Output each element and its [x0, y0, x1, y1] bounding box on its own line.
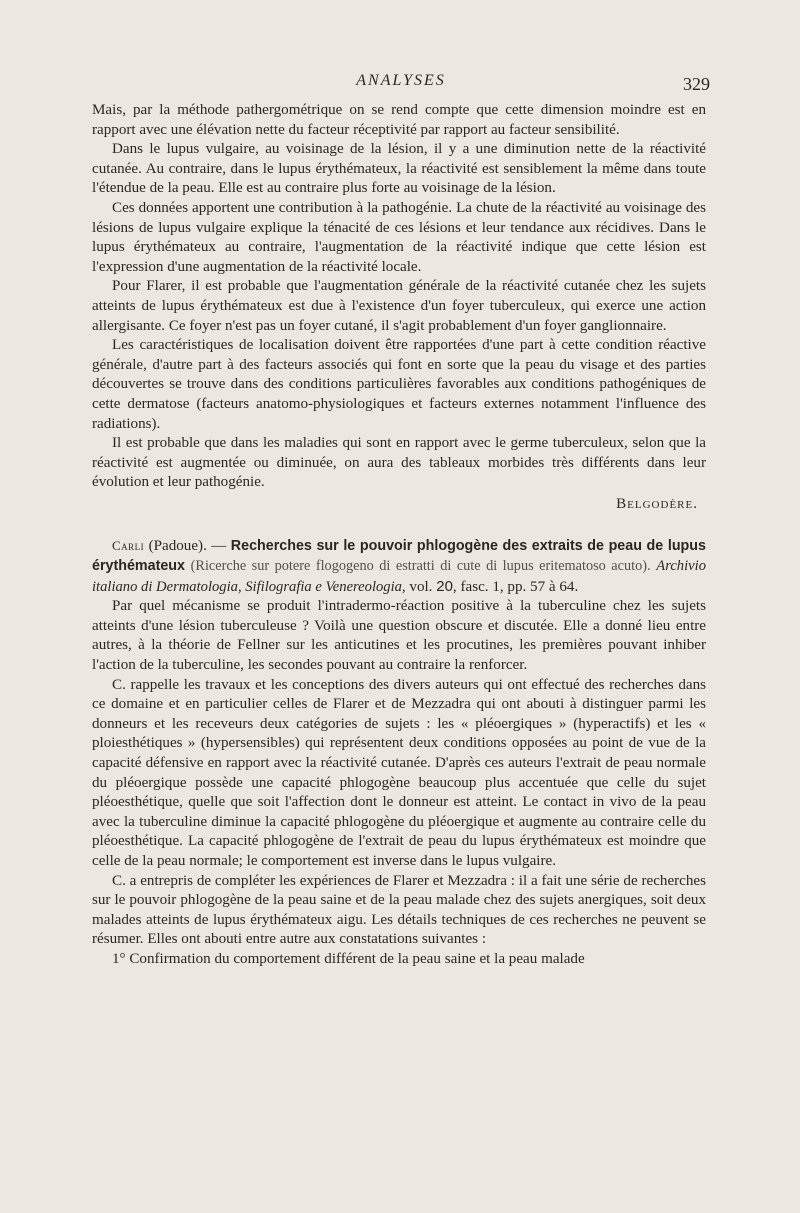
paragraph: 1° Confirmation du comportement différent de la peau saine et la peau malade [112, 950, 585, 967]
reviewer-signature: Belgodère. [616, 495, 698, 512]
paragraph: C. a entrepris de compléter les expériences de Flarer et Mezzadra : il a fait une série de recherches sur le pouvoir phlogogène de la peau saine et de la peau malade chez des sujets anergiques, soit deux malades atteints de lupus érythémateux aigu. Les détails techniques de ces recherches ne peuvent se résumer. Elles ont abouti entre autre aux constatations suivantes : [92, 872, 706, 948]
paragraph: Par quel mécanisme se produit l'intradermo-réaction positive à la tuberculine chez les sujets atteints d'une lésion tuberculeuse ? Voilà une question obscure et discutée. Elle a donné lieu entre autres, à la théorie de Fellner sur les anticutines et les procutines, les premières pouvant inhiber l'action de la tuberculine, les secondes pouvant au contraire la renforcer. [92, 598, 706, 674]
paragraph: C. rappelle les travaux et les conceptions des divers auteurs qui ont effectué des recherches dans ce domaine et en particulier celles de Flarer et de Mezzadra qui ont abouti à distinguer parmi les donneurs et les receveurs deux catégories de sujets : les « pléoergiques » (hyperactifs) et les « ploiesthétiques » (hypersensibles) qui représentent deux conditions opposées au point de vue de la capacité défensive en rapport avec la réactivité cutanée. D'après ces auteurs l'extrait de peau normale du pléoergique possède une capacité phlogogène beaucoup plus accentuée que celle du sujet pléoesthétique, quelle que soit l'affection dont le donneur est atteint. Le contact in vivo de la peau avec la tuberculine diminue la capacité phlogogène du pléoergique et augmente au contraire celle du pléoesthétique. La capacité phlogogène de l'extrait de peau du lupus érythémateux est moindre que celle de la peau normale; le comportement est inverse dans le lupus vulgaire. [92, 676, 706, 869]
bibliographic-reference [92, 536, 706, 597]
reference-journal: Archivio italiano di Dermatologia, Sifilografia e Venereologia, [92, 558, 706, 595]
paragraph: Ces données apportent une contribution à la pathogénie. La chute de la réactivité au voisinage des lésions de lupus vulgaire explique la ténacité de ces lésions et leur tendance aux récidives. Dans le lupus érythémateux au contraire, l'augmentation de la réactivité indique que cette lésion est l'expression d'une augmentation de la réactivité locale. [92, 199, 706, 275]
reference-location: (Padoue). — [148, 538, 227, 555]
page-header [92, 68, 710, 98]
paragraph: Pour Flarer, il est probable que l'augmentation générale de la réactivité cutanée chez les sujets atteints de lupus érythémateux est due à l'existence d'un foyer tuberculeux, qui exerce une action allergisante. Ce foyer n'est pas un foyer cutané, il s'agit probablement d'un foyer ganglionnaire. [92, 278, 706, 334]
reference-original-title: (Ricerche sur potere flogogeno di estratti di cute di lupus eritematoso acuto). [190, 558, 651, 575]
page-body [92, 101, 706, 970]
page-number: 329 [683, 74, 710, 94]
reference-pages: , fasc. 1, pp. 57 à 64. [452, 578, 579, 595]
paragraph: Il est probable que dans les maladies qui sont en rapport avec le germe tuberculeux, selon que la réactivité est augmentée ou diminuée, on aura des tableaux morbides très différents dans leur évolution et leur pathogénie. [92, 435, 706, 491]
paragraph: Les caractéristiques de localisation doivent être rapportées d'une part à cette condition réactive générale, d'autre part à des facteurs associés qui font en sorte que la peau du visage et des parties découvertes se trouve dans des conditions particulières favorables aux conditions pathogéniques de cette dermatose (facteurs anatomo-physiologiques et facteurs externes notamment l'influence des radiations). [92, 337, 706, 432]
paragraph: Mais, par la méthode pathergométrique on se rend compte que cette dimension moindre est en rapport avec une élévation nette du facteur réceptivité par rapport au facteur sensibilité. [92, 102, 706, 138]
reference-volume: 20 [436, 577, 453, 595]
reference-title: Recherches sur le pouvoir phlogogène des extraits de peau de lupus érythémateux [92, 538, 706, 575]
paragraph: Dans le lupus vulgaire, au voisinage de la lésion, il y a une diminution nette de la réactivité cutanée. Au contraire, dans le lupus érythémateux, la réactivité est sensiblement la même dans toute l'étendue de la peau. Elle est au contraire plus forte au voisinage de la lésion. [92, 141, 706, 197]
reference-volume-prefix: vol. [409, 578, 433, 595]
running-title: ANALYSES [356, 72, 446, 89]
section-spacer [92, 514, 706, 536]
reference-author: Carli [112, 538, 145, 554]
